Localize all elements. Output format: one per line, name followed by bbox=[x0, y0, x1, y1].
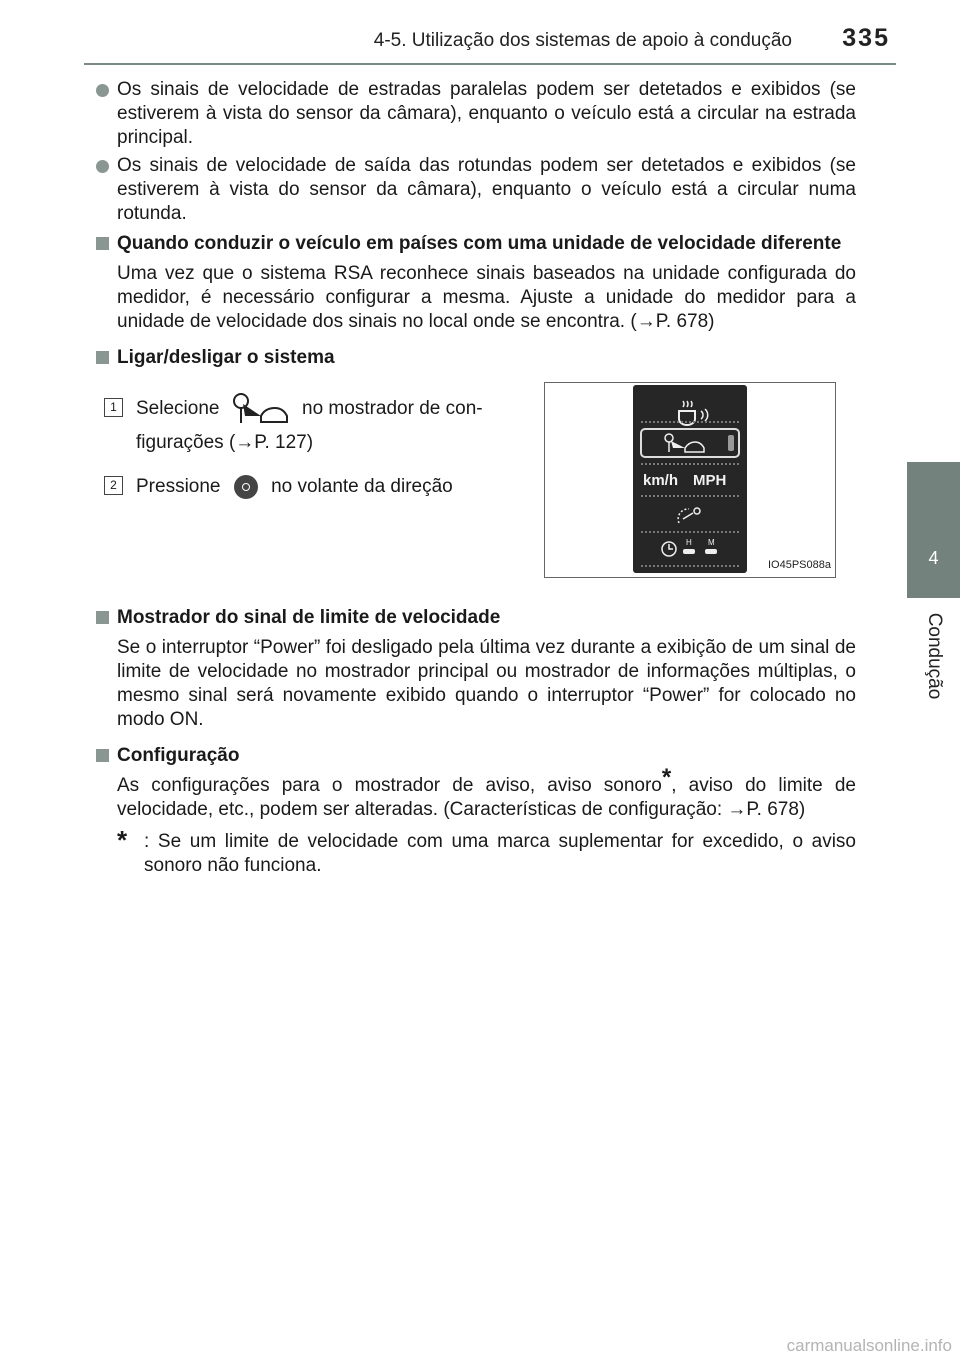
step-2-post: no volante da direção bbox=[271, 476, 453, 497]
bullet-item bbox=[96, 78, 856, 150]
header-rule bbox=[84, 63, 896, 65]
heading-square-icon bbox=[96, 749, 109, 762]
bullet-text: Os sinais de velocidade de saída das rotundas podem ser detetados e exibidos (se estiverem à vista do sensor da câmara), enquanto o veículo está a circular numa rotunda. bbox=[117, 155, 856, 224]
chapter-number: 4 bbox=[928, 548, 939, 568]
rsa-menu-icon bbox=[665, 434, 704, 452]
settings-display-figure bbox=[544, 382, 836, 578]
settings-menu-graphic bbox=[633, 385, 747, 573]
bullet-text: Os sinais de velocidade de estradas paralelas podem ser detetados e exibidos (se estiverem à vista do sensor da câmara), enquanto o veículo está a circular na estrada principal. bbox=[117, 79, 856, 148]
menu-separator bbox=[641, 565, 739, 567]
heading-square-icon bbox=[96, 351, 109, 364]
step-number: 1 bbox=[104, 398, 123, 417]
page-content bbox=[96, 78, 856, 878]
section-title: 4-5. Utilização dos sistemas de apoio à condução bbox=[373, 30, 792, 51]
footnote bbox=[96, 825, 856, 878]
unit-mph-label: MPH bbox=[693, 472, 727, 489]
heading-square-icon bbox=[96, 237, 109, 250]
step-1-post: no mostrador de con- bbox=[302, 398, 483, 420]
heading-onoff bbox=[96, 346, 856, 370]
menu-separator bbox=[641, 463, 739, 465]
step-2 bbox=[104, 470, 524, 504]
heading-units-text: Quando conduzir o veículo em países com uma unidade de velocidade diferente bbox=[117, 233, 842, 254]
footnote-text: : Se um limite de velocidade com uma marca suplementar for excedido, o aviso sonoro não funciona. bbox=[144, 831, 856, 876]
watermark: carmanualsonline.info bbox=[786, 1336, 952, 1355]
paragraph-config bbox=[96, 764, 856, 822]
hour-button bbox=[683, 549, 695, 554]
asterisk-mark: * bbox=[661, 764, 672, 791]
scroll-indicator bbox=[728, 435, 734, 451]
heading-display-text: Mostrador do sinal de limite de velocidade bbox=[117, 607, 501, 628]
menu-separator bbox=[641, 495, 739, 497]
paragraph-units: Uma vez que o sistema RSA reconhece sinais baseados na unidade configurada do medidor, é necessário configurar a mesma. Ajuste a unidade do medidor para a unidade de velocidade dos sinais no local onde se encontra. (→P. 678) bbox=[117, 263, 856, 332]
page-header bbox=[0, 0, 960, 60]
step-1-pre: Selecione bbox=[136, 398, 220, 420]
minute-label: M bbox=[708, 538, 715, 547]
heading-display bbox=[96, 606, 856, 630]
step-1 bbox=[104, 392, 524, 460]
paragraph-display: Se o interruptor “Power” foi desligado pela última vez durante a exibição de um sinal de limite de velocidade no mostrador principal ou mostrador de informações múltiplas, o mesmo sinal será novamente exibido quando o interruptor “Power” for colocado no modo ON. bbox=[117, 637, 856, 730]
config-body-post: , aviso do limite de velocidade, etc., podem ser alteradas. (Características de configuração: →P. 678) bbox=[117, 775, 856, 820]
figure-id: IO45PS088a bbox=[766, 553, 833, 577]
step-1-line2: figurações (→P. 127) bbox=[136, 432, 314, 454]
road-sign-assist-icon bbox=[231, 392, 291, 426]
page-number: 335 bbox=[842, 24, 890, 52]
config-body-pre: As configurações para o mostrador de aviso, aviso sonoro bbox=[117, 775, 662, 796]
unit-kmh-label: km/h bbox=[643, 472, 679, 489]
heading-square-icon bbox=[96, 611, 109, 624]
bullet-dot-icon bbox=[96, 84, 109, 97]
step-2-pre: Pressione bbox=[136, 476, 221, 497]
heading-onoff-text: Ligar/desligar o sistema bbox=[117, 347, 335, 368]
step-number: 2 bbox=[104, 476, 123, 495]
chapter-label-box bbox=[908, 606, 960, 706]
heading-config-text: Configuração bbox=[117, 745, 240, 766]
ok-button-icon bbox=[234, 475, 258, 499]
meter-brightness-icon bbox=[678, 508, 700, 523]
steps-block bbox=[96, 382, 856, 594]
bullet-item bbox=[96, 154, 856, 226]
heading-config bbox=[96, 744, 856, 768]
minute-button bbox=[705, 549, 717, 554]
bullet-dot-icon bbox=[96, 160, 109, 173]
menu-separator bbox=[641, 421, 739, 423]
chapter-tab[interactable] bbox=[907, 462, 960, 598]
chapter-label: Condução bbox=[924, 612, 945, 700]
clock-icon bbox=[662, 542, 676, 556]
menu-separator bbox=[641, 531, 739, 533]
settings-screen bbox=[633, 385, 747, 573]
heading-units bbox=[96, 232, 856, 256]
hour-label: H bbox=[686, 538, 692, 547]
footnote-mark: * bbox=[117, 825, 128, 855]
